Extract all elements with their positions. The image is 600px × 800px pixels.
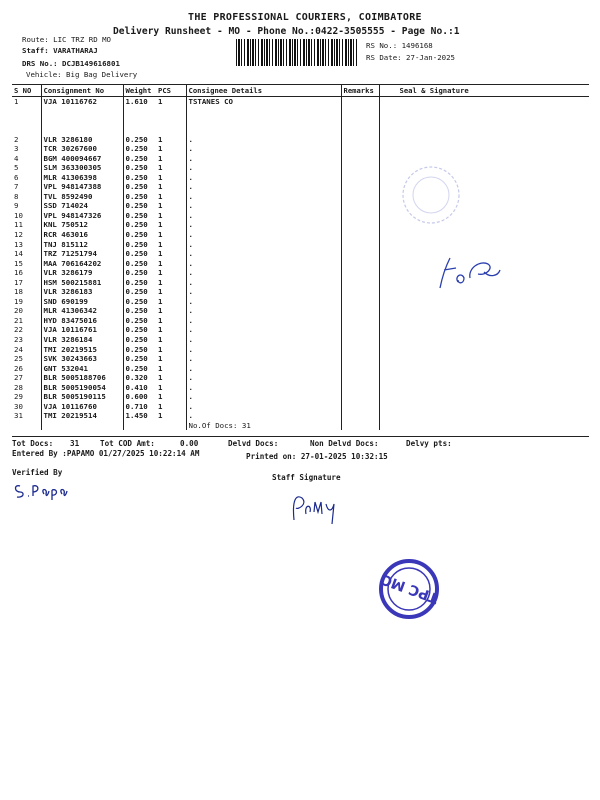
row-pcs: 1 xyxy=(158,287,163,297)
row-pcs: 1 xyxy=(158,220,163,230)
row-sno: 5 xyxy=(14,163,19,173)
no-of-docs: No.Of Docs: 31 xyxy=(186,421,341,431)
row-sno: 30 xyxy=(14,401,23,411)
footer-divider xyxy=(12,436,589,437)
row-consignment-no: BLR 5005190115 xyxy=(41,392,123,402)
row-consignee-details: . xyxy=(186,201,341,211)
row-sno: 10 xyxy=(14,210,23,220)
row-sno: 2 xyxy=(14,134,19,144)
filler xyxy=(341,421,379,431)
printed-on: Printed on: 27-01-2025 10:32:15 xyxy=(246,452,388,461)
rs-date-label: RS Date: 27-Jan-2025 xyxy=(366,53,455,62)
route-label: Route: LIC TRZ RD MO xyxy=(22,35,111,44)
row-consignee-details: . xyxy=(186,335,341,345)
row-consignment-no: VLR 3286183 xyxy=(41,287,123,297)
row-pcs: 1 xyxy=(158,191,163,201)
row-pcs: 1 xyxy=(158,182,163,192)
row-remarks xyxy=(341,411,379,421)
filler xyxy=(12,421,41,431)
row-consignee-details: . xyxy=(186,411,341,421)
row-seal xyxy=(379,411,589,421)
row-sno: 27 xyxy=(14,373,23,383)
row-pcs: 1 xyxy=(158,315,163,325)
row-consignment-no: SLM 363300305 xyxy=(41,163,123,173)
row-pcs: 1 xyxy=(158,153,163,163)
table-row xyxy=(12,373,589,383)
entered-by: Entered By :PAPAMO 01/27/2025 10:22:14 AM xyxy=(12,449,200,458)
row-consignment-no: TMI 20219515 xyxy=(41,345,123,355)
row-weight: 0.250 xyxy=(123,240,156,250)
row-pcs: 1 xyxy=(158,258,163,268)
col-sno: S NO xyxy=(12,85,41,97)
table-row xyxy=(12,173,589,183)
row-consignee-details: . xyxy=(186,268,341,278)
row-pcs: 1 xyxy=(158,239,163,249)
company-stamp xyxy=(378,558,440,620)
col-consignee: Consignee Details xyxy=(186,85,341,97)
row-sno: 6 xyxy=(14,172,19,182)
row-consignee-details: . xyxy=(186,392,341,402)
row-sno: 12 xyxy=(14,229,23,239)
row-weight: 0.600 xyxy=(123,392,156,402)
row-pcs: 1 xyxy=(158,249,163,259)
row-consignment-no: MLR 41306342 xyxy=(41,306,123,316)
row-remarks xyxy=(341,154,379,164)
row-remarks xyxy=(341,192,379,202)
row-consignment-no: TVL 8592490 xyxy=(41,192,123,202)
filler xyxy=(379,421,589,431)
row-pcs: 1 xyxy=(158,296,163,306)
row-weight: 0.250 xyxy=(123,249,156,259)
row-remarks xyxy=(341,249,379,259)
row-pcs: 1 xyxy=(158,363,163,373)
verified-by-label: Verified By xyxy=(12,468,63,477)
row-sno: 15 xyxy=(14,258,23,268)
row-remarks xyxy=(341,240,379,250)
table-row xyxy=(12,192,589,202)
row-consignee-details: . xyxy=(186,240,341,250)
row-consignee-details: . xyxy=(186,287,341,297)
table-row xyxy=(12,154,589,164)
row-sno: 21 xyxy=(14,315,23,325)
row-pcs: 1 xyxy=(158,401,163,411)
row-consignment-no: VPL 948147326 xyxy=(41,211,123,221)
row-sno: 28 xyxy=(14,382,23,392)
row-consignee-details: . xyxy=(186,249,341,259)
col-weight: Weight xyxy=(123,85,156,97)
row-consignee-details: . xyxy=(186,345,341,355)
row-weight: 0.250 xyxy=(123,306,156,316)
row-sno: 11 xyxy=(14,220,23,230)
row-weight: 0.250 xyxy=(123,182,156,192)
row-remarks xyxy=(341,345,379,355)
row-consignment-no: MAA 706164202 xyxy=(41,259,123,269)
row-weight: 0.250 xyxy=(123,192,156,202)
row-seal xyxy=(379,144,589,154)
row-consignee-details: . xyxy=(186,364,341,374)
col-consignment: Consignment No xyxy=(41,85,123,97)
staff-label: Staff: VARATHARAJ xyxy=(22,46,98,55)
row-remarks xyxy=(341,259,379,269)
row-weight: 0.250 xyxy=(123,135,156,145)
row-pcs: 1 xyxy=(158,306,163,316)
row-consignment-no: BLR 5005188706 xyxy=(41,373,123,383)
row-consignment-no: SSD 714024 xyxy=(41,201,123,211)
row-consignee-details: . xyxy=(186,230,341,240)
row-remarks xyxy=(341,163,379,173)
table-row xyxy=(12,135,589,145)
row-sno: 25 xyxy=(14,354,23,364)
verified-by-signature xyxy=(12,478,72,502)
row-consignment-no: SND 690199 xyxy=(41,297,123,307)
row-sno: 18 xyxy=(14,287,23,297)
row-sno: 31 xyxy=(14,411,23,421)
row-remarks xyxy=(341,402,379,412)
row-weight: 0.250 xyxy=(123,211,156,221)
receiver-signature xyxy=(428,238,508,294)
row-sno: 1 xyxy=(14,97,19,106)
row-consignment-no: VLR 3286180 xyxy=(41,135,123,145)
row-remarks xyxy=(341,278,379,288)
row-remarks xyxy=(341,135,379,145)
row-consignment-no: MLR 41306398 xyxy=(41,173,123,183)
barcode xyxy=(236,39,358,66)
row-weight: 0.250 xyxy=(123,297,156,307)
row-consignment-no: VJA 10116761 xyxy=(41,325,123,335)
table-row xyxy=(12,297,589,307)
row-remarks xyxy=(341,97,379,135)
row-seal xyxy=(379,335,589,345)
row-remarks xyxy=(341,268,379,278)
row-sno: 7 xyxy=(14,182,19,192)
staff-signature-label: Staff Signature xyxy=(272,473,341,482)
row-pcs: 1 xyxy=(158,325,163,335)
row-seal xyxy=(379,316,589,326)
row-sno: 3 xyxy=(14,144,19,154)
row-pcs: 1 xyxy=(158,134,163,144)
row-pcs: 1 xyxy=(158,382,163,392)
table-row xyxy=(12,402,589,412)
row-weight: 0.250 xyxy=(123,154,156,164)
filler xyxy=(123,421,156,431)
row-consignment-no: SVK 30243663 xyxy=(41,354,123,364)
row-sno: 26 xyxy=(14,363,23,373)
table-row xyxy=(12,97,589,135)
delvd-docs-label: Delvd Docs: xyxy=(228,439,279,448)
rs-no-label: RS No.: 1496168 xyxy=(366,41,433,50)
row-weight: 0.320 xyxy=(123,373,156,383)
row-sno: 4 xyxy=(14,153,19,163)
row-consignee-details: . xyxy=(186,325,341,335)
non-delvd-docs-label: Non Delvd Docs: xyxy=(310,439,379,448)
row-consignee-details: . xyxy=(186,154,341,164)
row-consignment-no: TRZ 71251794 xyxy=(41,249,123,259)
faint-seal-stamp xyxy=(396,160,466,230)
row-consignee-details: . xyxy=(186,135,341,145)
row-consignee-details: . xyxy=(186,402,341,412)
row-consignee-details: . xyxy=(186,173,341,183)
row-sno: 9 xyxy=(14,201,19,211)
row-pcs: 1 xyxy=(158,229,163,239)
no-of-docs-row xyxy=(12,421,589,431)
row-seal xyxy=(379,97,589,135)
row-remarks xyxy=(341,173,379,183)
table-row xyxy=(12,316,589,326)
row-remarks xyxy=(341,211,379,221)
row-consignment-no: GNT 532041 xyxy=(41,364,123,374)
row-weight: 0.250 xyxy=(123,230,156,240)
row-consignee-details: . xyxy=(186,354,341,364)
row-weight: 0.250 xyxy=(123,173,156,183)
tot-docs-value: 31 xyxy=(70,439,80,448)
table-row xyxy=(12,383,589,393)
tot-docs-label: Tot Docs: xyxy=(12,439,54,448)
row-weight: 0.250 xyxy=(123,335,156,345)
row-consignment-no: HYD 83475016 xyxy=(41,316,123,326)
row-consignment-no: VLR 3286184 xyxy=(41,335,123,345)
row-consignment-no: VPL 948147388 xyxy=(41,182,123,192)
row-seal xyxy=(379,373,589,383)
table-row xyxy=(12,354,589,364)
row-seal xyxy=(379,364,589,374)
row-sno: 17 xyxy=(14,277,23,287)
row-consignment-no: BGM 400094667 xyxy=(41,154,123,164)
row-consignee-details: . xyxy=(186,306,341,316)
row-weight: 0.250 xyxy=(123,345,156,355)
table-row xyxy=(12,335,589,345)
row-sno: 22 xyxy=(14,325,23,335)
row-consignee-details: . xyxy=(186,316,341,326)
row-pcs: 1 xyxy=(158,392,163,402)
table-row xyxy=(12,211,589,221)
row-consignment-no: VJA 10116762 xyxy=(41,97,123,135)
row-consignee-details: . xyxy=(186,297,341,307)
row-seal xyxy=(379,325,589,335)
row-remarks xyxy=(341,201,379,211)
row-weight: 0.410 xyxy=(123,383,156,393)
col-pcs: PCS xyxy=(156,85,186,97)
row-consignee-details: . xyxy=(186,383,341,393)
row-seal xyxy=(379,297,589,307)
row-remarks xyxy=(341,335,379,345)
row-consignment-no: TCR 30267600 xyxy=(41,144,123,154)
row-consignee-details: . xyxy=(186,220,341,230)
col-seal: Seal & Signature xyxy=(379,85,589,97)
row-seal xyxy=(379,402,589,412)
row-pcs: 1 xyxy=(158,97,163,106)
stamp-text: TPC MO xyxy=(378,570,440,606)
row-remarks xyxy=(341,383,379,393)
row-sno: 29 xyxy=(14,392,23,402)
row-sno: 19 xyxy=(14,296,23,306)
row-remarks xyxy=(341,182,379,192)
row-pcs: 1 xyxy=(158,334,163,344)
row-pcs: 1 xyxy=(158,201,163,211)
row-remarks xyxy=(341,325,379,335)
delvy-pts-label: Delvy pts: xyxy=(406,439,452,448)
row-seal xyxy=(379,306,589,316)
row-sno: 16 xyxy=(14,268,23,278)
table-header-row xyxy=(12,85,589,97)
row-weight: 0.250 xyxy=(123,354,156,364)
row-sno: 8 xyxy=(14,191,19,201)
row-pcs: 1 xyxy=(158,172,163,182)
row-seal xyxy=(379,383,589,393)
row-pcs: 1 xyxy=(158,354,163,364)
row-remarks xyxy=(341,306,379,316)
row-seal xyxy=(379,345,589,355)
table-row xyxy=(12,306,589,316)
row-remarks xyxy=(341,287,379,297)
row-remarks xyxy=(341,297,379,307)
row-weight: 0.250 xyxy=(123,201,156,211)
table-row xyxy=(12,163,589,173)
row-consignee-details: TSTANES CO xyxy=(186,97,341,135)
filler xyxy=(156,421,186,431)
row-consignee-details: . xyxy=(186,259,341,269)
row-pcs: 1 xyxy=(158,344,163,354)
company-title: THE PROFESSIONAL COURIERS, COIMBATORE xyxy=(188,12,422,23)
row-consignee-details: . xyxy=(186,144,341,154)
row-weight: 0.250 xyxy=(123,287,156,297)
row-consignee-details: . xyxy=(186,278,341,288)
row-consignment-no: TMI 20219514 xyxy=(41,411,123,421)
row-seal xyxy=(379,392,589,402)
row-consignment-no: VLR 3286179 xyxy=(41,268,123,278)
drs-no-label: DRS No.: DCJB149616801 xyxy=(22,59,120,68)
table-row xyxy=(12,325,589,335)
table-row xyxy=(12,144,589,154)
row-consignee-details: . xyxy=(186,182,341,192)
row-weight: 0.250 xyxy=(123,268,156,278)
table-row xyxy=(12,182,589,192)
row-weight: 0.250 xyxy=(123,163,156,173)
row-remarks xyxy=(341,373,379,383)
row-sno: 13 xyxy=(14,239,23,249)
row-seal xyxy=(379,354,589,364)
vehicle-label: Vehicle: Big Bag Delivery xyxy=(26,70,138,79)
row-weight: 1.450 xyxy=(123,411,156,421)
row-weight: 0.710 xyxy=(123,402,156,412)
row-remarks xyxy=(341,220,379,230)
row-pcs: 1 xyxy=(158,411,163,421)
row-weight: 1.610 xyxy=(123,97,156,135)
row-consignment-no: BLR 5005190054 xyxy=(41,383,123,393)
row-consignee-details: . xyxy=(186,192,341,202)
row-remarks xyxy=(341,354,379,364)
row-weight: 0.250 xyxy=(123,259,156,269)
row-weight: 0.250 xyxy=(123,220,156,230)
row-sno: 20 xyxy=(14,306,23,316)
col-remarks: Remarks xyxy=(341,85,379,97)
row-remarks xyxy=(341,316,379,326)
row-consignment-no: TNJ 815112 xyxy=(41,240,123,250)
row-consignment-no: HSM 500215881 xyxy=(41,278,123,288)
row-consignment-no: RCR 463016 xyxy=(41,230,123,240)
row-pcs: 1 xyxy=(158,163,163,173)
filler xyxy=(41,421,123,431)
row-pcs: 1 xyxy=(158,268,163,278)
table-row xyxy=(12,201,589,211)
row-seal xyxy=(379,135,589,145)
row-pcs: 1 xyxy=(158,144,163,154)
row-remarks xyxy=(341,144,379,154)
table-row xyxy=(12,364,589,374)
row-remarks xyxy=(341,230,379,240)
row-consignment-no: VJA 10116760 xyxy=(41,402,123,412)
row-consignee-details: . xyxy=(186,163,341,173)
row-sno: 14 xyxy=(14,249,23,259)
tot-cod-label: Tot COD Amt: xyxy=(100,439,155,448)
row-pcs: 1 xyxy=(158,277,163,287)
table-row xyxy=(12,411,589,421)
table-row xyxy=(12,220,589,230)
staff-signature xyxy=(288,490,350,530)
row-remarks xyxy=(341,392,379,402)
row-consignee-details: . xyxy=(186,211,341,221)
row-weight: 0.250 xyxy=(123,144,156,154)
row-pcs: 1 xyxy=(158,373,163,383)
tot-cod-value: 0.00 xyxy=(180,439,199,448)
row-weight: 0.250 xyxy=(123,325,156,335)
row-sno: 23 xyxy=(14,334,23,344)
row-pcs: 1 xyxy=(158,210,163,220)
table-row xyxy=(12,392,589,402)
row-consignee-details: . xyxy=(186,373,341,383)
row-weight: 0.250 xyxy=(123,278,156,288)
row-sno: 24 xyxy=(14,344,23,354)
row-remarks xyxy=(341,364,379,374)
row-weight: 0.250 xyxy=(123,316,156,326)
table-row xyxy=(12,345,589,355)
runsheet-subtitle: Delivery Runsheet - MO - Phone No.:0422-3505555 - Page No.:1 xyxy=(113,26,460,37)
row-weight: 0.250 xyxy=(123,364,156,374)
row-consignment-no: KNL 750512 xyxy=(41,220,123,230)
